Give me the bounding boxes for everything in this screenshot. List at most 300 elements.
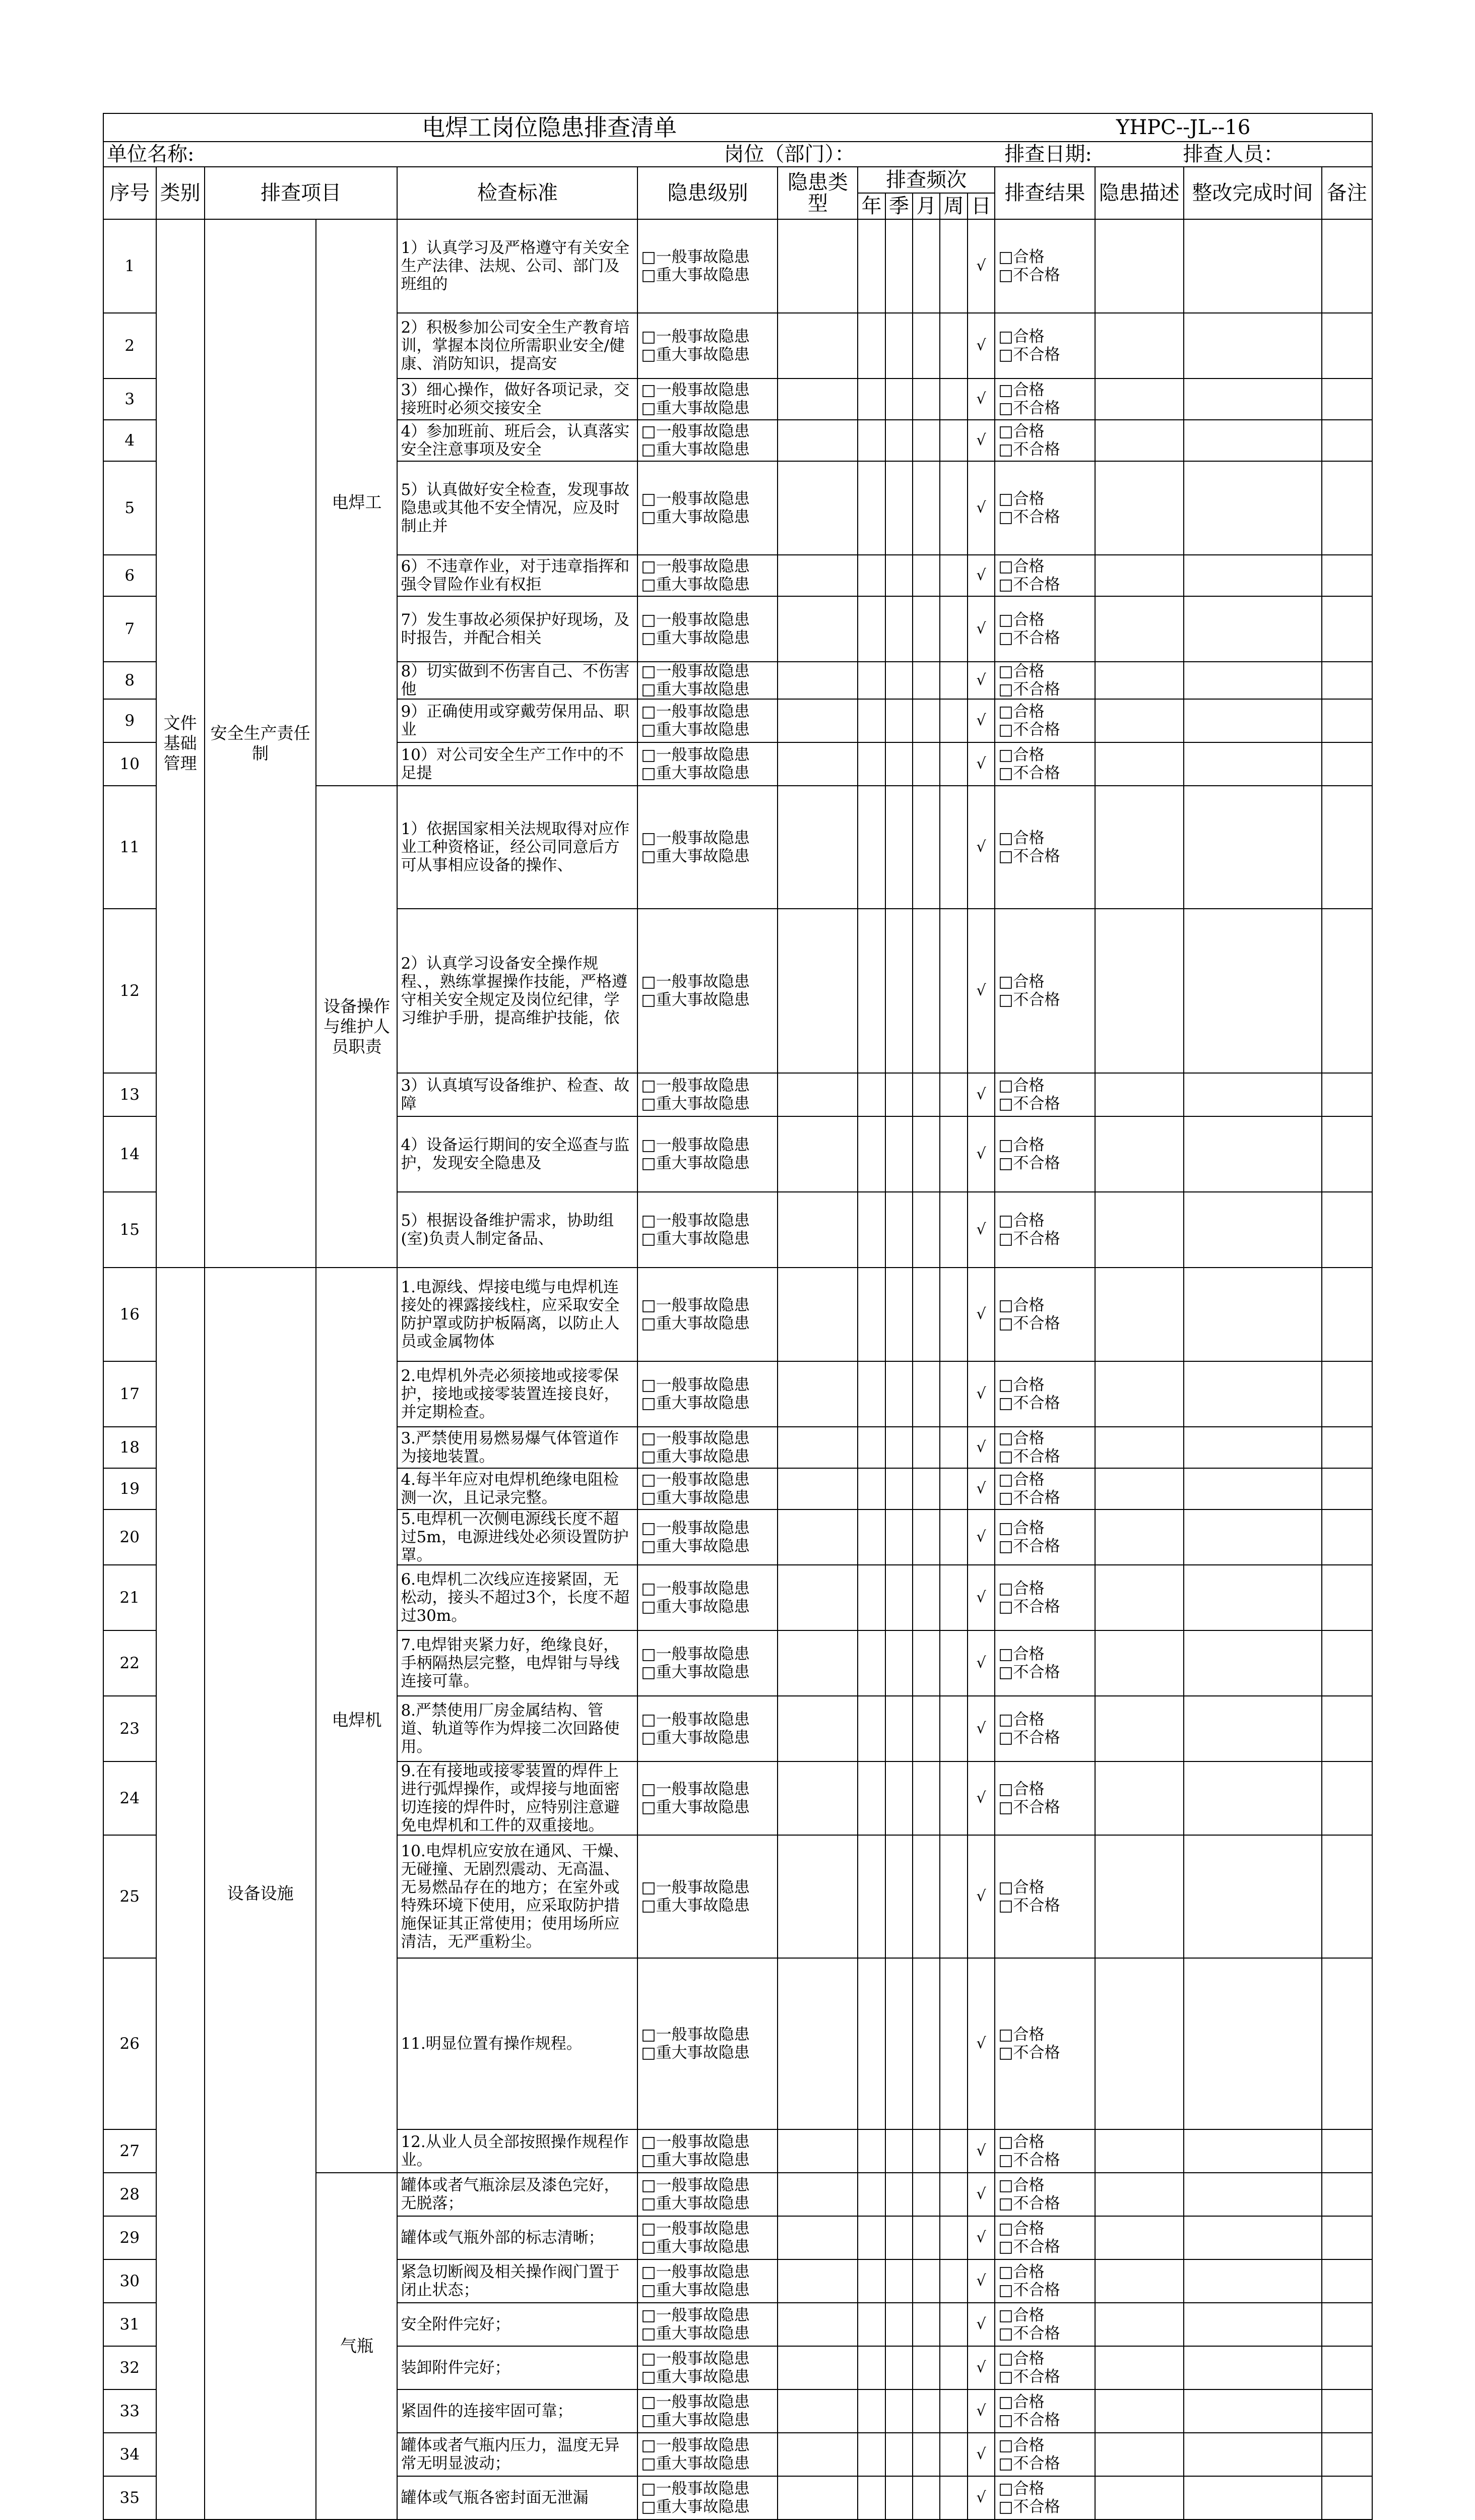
fail-checkbox[interactable]: □不合格 (998, 1798, 1060, 1816)
fail-checkbox[interactable]: □不合格 (998, 1537, 1060, 1555)
freq-quarter-cell[interactable] (885, 1958, 913, 2129)
major-hazard-checkbox[interactable]: □重大事故隐患 (641, 1095, 750, 1113)
freq-week-cell[interactable] (940, 1468, 967, 1509)
freq-quarter-cell[interactable] (885, 1073, 913, 1116)
note-cell[interactable] (1322, 420, 1372, 461)
general-hazard-checkbox[interactable]: □一般事故隐患 (641, 557, 750, 576)
note-cell[interactable] (1322, 1565, 1372, 1630)
pass-checkbox[interactable]: □合格 (998, 1077, 1045, 1095)
freq-year-cell[interactable] (858, 1116, 885, 1192)
freq-quarter-cell[interactable] (885, 555, 913, 596)
fail-checkbox[interactable]: □不合格 (998, 1663, 1060, 1681)
freq-year-cell[interactable] (858, 2303, 885, 2346)
general-hazard-checkbox[interactable]: □一般事故隐患 (641, 2480, 750, 2498)
major-hazard-checkbox[interactable]: □重大事故隐患 (641, 1798, 750, 1816)
freq-month-cell[interactable] (913, 2129, 940, 2173)
note-cell[interactable] (1322, 219, 1372, 313)
major-hazard-checkbox[interactable]: □重大事故隐患 (641, 1230, 750, 1248)
freq-year-cell[interactable] (858, 1073, 885, 1116)
deadline-cell[interactable] (1184, 2433, 1322, 2476)
note-cell[interactable] (1322, 1192, 1372, 1268)
fail-checkbox[interactable]: □不合格 (998, 1095, 1060, 1113)
major-hazard-checkbox[interactable]: □重大事故隐患 (641, 1897, 750, 1915)
deadline-cell[interactable] (1184, 1630, 1322, 1696)
hazard-description-cell[interactable] (1095, 1427, 1184, 1468)
hazard-description-cell[interactable] (1095, 909, 1184, 1073)
note-cell[interactable] (1322, 2389, 1372, 2433)
freq-quarter-cell[interactable] (885, 742, 913, 786)
note-cell[interactable] (1322, 596, 1372, 662)
hazard-description-cell[interactable] (1095, 555, 1184, 596)
freq-quarter-cell[interactable] (885, 1268, 913, 1361)
freq-quarter-cell[interactable] (885, 1116, 913, 1192)
major-hazard-checkbox[interactable]: □重大事故隐患 (641, 2368, 750, 2386)
general-hazard-checkbox[interactable]: □一般事故隐患 (641, 2263, 750, 2281)
note-cell[interactable] (1322, 1116, 1372, 1192)
freq-quarter-cell[interactable] (885, 1361, 913, 1427)
hazard-type-cell[interactable] (778, 2173, 858, 2216)
hazard-description-cell[interactable] (1095, 1116, 1184, 1192)
freq-month-cell[interactable] (913, 1427, 940, 1468)
deadline-cell[interactable] (1184, 420, 1322, 461)
freq-quarter-cell[interactable] (885, 1630, 913, 1696)
hazard-description-cell[interactable] (1095, 379, 1184, 420)
freq-day-tick[interactable]: √ (968, 1361, 995, 1427)
general-hazard-checkbox[interactable]: □一般事故隐患 (641, 381, 750, 399)
freq-day-tick[interactable]: √ (968, 699, 995, 742)
fail-checkbox[interactable]: □不合格 (998, 2368, 1060, 2386)
note-cell[interactable] (1322, 1268, 1372, 1361)
freq-quarter-cell[interactable] (885, 1509, 913, 1565)
freq-month-cell[interactable] (913, 2346, 940, 2389)
major-hazard-checkbox[interactable]: □重大事故隐患 (641, 991, 750, 1009)
freq-year-cell[interactable] (858, 662, 885, 699)
freq-week-cell[interactable] (940, 1427, 967, 1468)
general-hazard-checkbox[interactable]: □一般事故隐患 (641, 1780, 750, 1798)
freq-week-cell[interactable] (940, 1073, 967, 1116)
pass-checkbox[interactable]: □合格 (998, 381, 1045, 399)
freq-year-cell[interactable] (858, 909, 885, 1073)
hazard-type-cell[interactable] (778, 2433, 858, 2476)
note-cell[interactable] (1322, 1835, 1372, 1958)
hazard-type-cell[interactable] (778, 699, 858, 742)
freq-quarter-cell[interactable] (885, 1468, 913, 1509)
pass-checkbox[interactable]: □合格 (998, 1580, 1045, 1598)
freq-week-cell[interactable] (940, 699, 967, 742)
major-hazard-checkbox[interactable]: □重大事故隐患 (641, 721, 750, 739)
pass-checkbox[interactable]: □合格 (998, 703, 1045, 721)
hazard-type-cell[interactable] (778, 786, 858, 909)
hazard-description-cell[interactable] (1095, 1268, 1184, 1361)
general-hazard-checkbox[interactable]: □一般事故隐患 (641, 1645, 750, 1663)
freq-month-cell[interactable] (913, 2259, 940, 2303)
deadline-cell[interactable] (1184, 1509, 1322, 1565)
fail-checkbox[interactable]: □不合格 (998, 2151, 1060, 2169)
pass-checkbox[interactable]: □合格 (998, 829, 1045, 847)
major-hazard-checkbox[interactable]: □重大事故隐患 (641, 2411, 750, 2429)
hazard-description-cell[interactable] (1095, 461, 1184, 555)
freq-quarter-cell[interactable] (885, 2476, 913, 2519)
freq-month-cell[interactable] (913, 909, 940, 1073)
pass-checkbox[interactable]: □合格 (998, 557, 1045, 576)
hazard-type-cell[interactable] (778, 1958, 858, 2129)
general-hazard-checkbox[interactable]: □一般事故隐患 (641, 1376, 750, 1394)
pass-checkbox[interactable]: □合格 (998, 490, 1045, 508)
hazard-description-cell[interactable] (1095, 219, 1184, 313)
deadline-cell[interactable] (1184, 2476, 1322, 2519)
major-hazard-checkbox[interactable]: □重大事故隐患 (641, 346, 750, 364)
hazard-type-cell[interactable] (778, 1468, 858, 1509)
major-hazard-checkbox[interactable]: □重大事故隐患 (641, 1314, 750, 1333)
hazard-type-cell[interactable] (778, 1565, 858, 1630)
general-hazard-checkbox[interactable]: □一般事故隐患 (641, 2220, 750, 2238)
deadline-cell[interactable] (1184, 2389, 1322, 2433)
hazard-type-cell[interactable] (778, 219, 858, 313)
deadline-cell[interactable] (1184, 379, 1322, 420)
hazard-description-cell[interactable] (1095, 1630, 1184, 1696)
pass-checkbox[interactable]: □合格 (998, 2220, 1045, 2238)
freq-quarter-cell[interactable] (885, 1427, 913, 1468)
pass-checkbox[interactable]: □合格 (998, 1296, 1045, 1314)
freq-week-cell[interactable] (940, 1761, 967, 1835)
note-cell[interactable] (1322, 2433, 1372, 2476)
fail-checkbox[interactable]: □不合格 (998, 1154, 1060, 1172)
freq-week-cell[interactable] (940, 1361, 967, 1427)
pass-checkbox[interactable]: □合格 (998, 1376, 1045, 1394)
freq-month-cell[interactable] (913, 1696, 940, 1761)
fail-checkbox[interactable]: □不合格 (998, 2194, 1060, 2213)
fail-checkbox[interactable]: □不合格 (998, 2238, 1060, 2256)
freq-quarter-cell[interactable] (885, 786, 913, 909)
hazard-type-cell[interactable] (778, 1116, 858, 1192)
general-hazard-checkbox[interactable]: □一般事故隐患 (641, 2306, 750, 2324)
deadline-cell[interactable] (1184, 555, 1322, 596)
freq-quarter-cell[interactable] (885, 2303, 913, 2346)
hazard-description-cell[interactable] (1095, 1361, 1184, 1427)
general-hazard-checkbox[interactable]: □一般事故隐患 (641, 1429, 750, 1447)
general-hazard-checkbox[interactable]: □一般事故隐患 (641, 328, 750, 346)
hazard-description-cell[interactable] (1095, 2433, 1184, 2476)
note-cell[interactable] (1322, 2129, 1372, 2173)
note-cell[interactable] (1322, 1361, 1372, 1427)
deadline-cell[interactable] (1184, 1565, 1322, 1630)
hazard-type-cell[interactable] (778, 2346, 858, 2389)
general-hazard-checkbox[interactable]: □一般事故隐患 (641, 2026, 750, 2044)
freq-day-tick[interactable]: √ (968, 313, 995, 379)
general-hazard-checkbox[interactable]: □一般事故隐患 (641, 2436, 750, 2454)
pass-checkbox[interactable]: □合格 (998, 2263, 1045, 2281)
freq-quarter-cell[interactable] (885, 219, 913, 313)
freq-week-cell[interactable] (940, 2346, 967, 2389)
pass-checkbox[interactable]: □合格 (998, 1645, 1045, 1663)
freq-quarter-cell[interactable] (885, 2389, 913, 2433)
hazard-type-cell[interactable] (778, 555, 858, 596)
major-hazard-checkbox[interactable]: □重大事故隐患 (641, 680, 750, 699)
freq-month-cell[interactable] (913, 1116, 940, 1192)
hazard-type-cell[interactable] (778, 461, 858, 555)
freq-day-tick[interactable]: √ (968, 555, 995, 596)
general-hazard-checkbox[interactable]: □一般事故隐患 (641, 1878, 750, 1897)
deadline-cell[interactable] (1184, 1468, 1322, 1509)
freq-year-cell[interactable] (858, 313, 885, 379)
note-cell[interactable] (1322, 1427, 1372, 1468)
freq-quarter-cell[interactable] (885, 596, 913, 662)
fail-checkbox[interactable]: □不合格 (998, 1489, 1060, 1507)
deadline-cell[interactable] (1184, 662, 1322, 699)
freq-quarter-cell[interactable] (885, 420, 913, 461)
fail-checkbox[interactable]: □不合格 (998, 2281, 1060, 2299)
general-hazard-checkbox[interactable]: □一般事故隐患 (641, 829, 750, 847)
freq-day-tick[interactable]: √ (968, 909, 995, 1073)
freq-week-cell[interactable] (940, 1565, 967, 1630)
hazard-type-cell[interactable] (778, 1192, 858, 1268)
freq-quarter-cell[interactable] (885, 2433, 913, 2476)
freq-year-cell[interactable] (858, 2259, 885, 2303)
freq-year-cell[interactable] (858, 1192, 885, 1268)
hazard-type-cell[interactable] (778, 1696, 858, 1761)
freq-week-cell[interactable] (940, 742, 967, 786)
freq-month-cell[interactable] (913, 420, 940, 461)
hazard-description-cell[interactable] (1095, 1468, 1184, 1509)
freq-week-cell[interactable] (940, 1630, 967, 1696)
freq-year-cell[interactable] (858, 1835, 885, 1958)
fail-checkbox[interactable]: □不合格 (998, 1897, 1060, 1915)
hazard-type-cell[interactable] (778, 1761, 858, 1835)
freq-year-cell[interactable] (858, 1565, 885, 1630)
fail-checkbox[interactable]: □不合格 (998, 721, 1060, 739)
freq-year-cell[interactable] (858, 219, 885, 313)
fail-checkbox[interactable]: □不合格 (998, 508, 1060, 526)
freq-day-tick[interactable]: √ (968, 2216, 995, 2259)
freq-month-cell[interactable] (913, 313, 940, 379)
freq-day-tick[interactable]: √ (968, 786, 995, 909)
freq-year-cell[interactable] (858, 1630, 885, 1696)
freq-day-tick[interactable]: √ (968, 2433, 995, 2476)
note-cell[interactable] (1322, 555, 1372, 596)
hazard-type-cell[interactable] (778, 742, 858, 786)
freq-month-cell[interactable] (913, 379, 940, 420)
deadline-cell[interactable] (1184, 1268, 1322, 1361)
fail-checkbox[interactable]: □不合格 (998, 1447, 1060, 1466)
deadline-cell[interactable] (1184, 2129, 1322, 2173)
freq-day-tick[interactable]: √ (968, 1468, 995, 1509)
pass-checkbox[interactable]: □合格 (998, 2393, 1045, 2411)
hazard-type-cell[interactable] (778, 2303, 858, 2346)
deadline-cell[interactable] (1184, 1427, 1322, 1468)
hazard-description-cell[interactable] (1095, 662, 1184, 699)
deadline-cell[interactable] (1184, 1761, 1322, 1835)
hazard-type-cell[interactable] (778, 2129, 858, 2173)
general-hazard-checkbox[interactable]: □一般事故隐患 (641, 2350, 750, 2368)
note-cell[interactable] (1322, 1073, 1372, 1116)
freq-month-cell[interactable] (913, 596, 940, 662)
general-hazard-checkbox[interactable]: □一般事故隐患 (641, 973, 750, 991)
freq-year-cell[interactable] (858, 461, 885, 555)
general-hazard-checkbox[interactable]: □一般事故隐患 (641, 1212, 750, 1230)
note-cell[interactable] (1322, 379, 1372, 420)
freq-year-cell[interactable] (858, 1509, 885, 1565)
freq-quarter-cell[interactable] (885, 2259, 913, 2303)
pass-checkbox[interactable]: □合格 (998, 2350, 1045, 2368)
freq-month-cell[interactable] (913, 1835, 940, 1958)
note-cell[interactable] (1322, 2476, 1372, 2519)
hazard-description-cell[interactable] (1095, 313, 1184, 379)
freq-day-tick[interactable]: √ (968, 742, 995, 786)
pass-checkbox[interactable]: □合格 (998, 973, 1045, 991)
freq-week-cell[interactable] (940, 1958, 967, 2129)
freq-month-cell[interactable] (913, 1630, 940, 1696)
major-hazard-checkbox[interactable]: □重大事故隐患 (641, 1447, 750, 1466)
note-cell[interactable] (1322, 786, 1372, 909)
fail-checkbox[interactable]: □不合格 (998, 399, 1060, 417)
major-hazard-checkbox[interactable]: □重大事故隐患 (641, 266, 750, 284)
freq-week-cell[interactable] (940, 786, 967, 909)
freq-day-tick[interactable]: √ (968, 2259, 995, 2303)
deadline-cell[interactable] (1184, 1073, 1322, 1116)
general-hazard-checkbox[interactable]: □一般事故隐患 (641, 1136, 750, 1154)
hazard-type-cell[interactable] (778, 1509, 858, 1565)
fail-checkbox[interactable]: □不合格 (998, 847, 1060, 865)
note-cell[interactable] (1322, 2346, 1372, 2389)
general-hazard-checkbox[interactable]: □一般事故隐患 (641, 248, 750, 266)
deadline-cell[interactable] (1184, 742, 1322, 786)
freq-week-cell[interactable] (940, 2129, 967, 2173)
freq-week-cell[interactable] (940, 909, 967, 1073)
general-hazard-checkbox[interactable]: □一般事故隐患 (641, 1580, 750, 1598)
hazard-description-cell[interactable] (1095, 742, 1184, 786)
freq-year-cell[interactable] (858, 2389, 885, 2433)
hazard-description-cell[interactable] (1095, 1565, 1184, 1630)
freq-year-cell[interactable] (858, 786, 885, 909)
freq-month-cell[interactable] (913, 786, 940, 909)
fail-checkbox[interactable]: □不合格 (998, 764, 1060, 782)
hazard-description-cell[interactable] (1095, 699, 1184, 742)
pass-checkbox[interactable]: □合格 (998, 2133, 1045, 2151)
freq-month-cell[interactable] (913, 1761, 940, 1835)
major-hazard-checkbox[interactable]: □重大事故隐患 (641, 1537, 750, 1555)
freq-month-cell[interactable] (913, 555, 940, 596)
freq-day-tick[interactable]: √ (968, 2389, 995, 2433)
major-hazard-checkbox[interactable]: □重大事故隐患 (641, 764, 750, 782)
note-cell[interactable] (1322, 1468, 1372, 1509)
freq-month-cell[interactable] (913, 662, 940, 699)
hazard-type-cell[interactable] (778, 1073, 858, 1116)
freq-year-cell[interactable] (858, 596, 885, 662)
freq-quarter-cell[interactable] (885, 1565, 913, 1630)
freq-quarter-cell[interactable] (885, 461, 913, 555)
freq-quarter-cell[interactable] (885, 699, 913, 742)
freq-year-cell[interactable] (858, 1268, 885, 1361)
freq-month-cell[interactable] (913, 2476, 940, 2519)
deadline-cell[interactable] (1184, 2173, 1322, 2216)
freq-day-tick[interactable]: √ (968, 1761, 995, 1835)
freq-month-cell[interactable] (913, 2433, 940, 2476)
freq-month-cell[interactable] (913, 1073, 940, 1116)
pass-checkbox[interactable]: □合格 (998, 746, 1045, 764)
hazard-description-cell[interactable] (1095, 786, 1184, 909)
hazard-description-cell[interactable] (1095, 2129, 1184, 2173)
fail-checkbox[interactable]: □不合格 (998, 2454, 1060, 2473)
pass-checkbox[interactable]: □合格 (998, 1429, 1045, 1447)
note-cell[interactable] (1322, 909, 1372, 1073)
freq-week-cell[interactable] (940, 379, 967, 420)
fail-checkbox[interactable]: □不合格 (998, 2411, 1060, 2429)
deadline-cell[interactable] (1184, 786, 1322, 909)
note-cell[interactable] (1322, 699, 1372, 742)
deadline-cell[interactable] (1184, 596, 1322, 662)
pass-checkbox[interactable]: □合格 (998, 1780, 1045, 1798)
general-hazard-checkbox[interactable]: □一般事故隐患 (641, 2133, 750, 2151)
freq-day-tick[interactable]: √ (968, 2346, 995, 2389)
freq-week-cell[interactable] (940, 596, 967, 662)
freq-month-cell[interactable] (913, 219, 940, 313)
fail-checkbox[interactable]: □不合格 (998, 991, 1060, 1009)
freq-quarter-cell[interactable] (885, 1761, 913, 1835)
major-hazard-checkbox[interactable]: □重大事故隐患 (641, 1394, 750, 1412)
freq-week-cell[interactable] (940, 2476, 967, 2519)
deadline-cell[interactable] (1184, 909, 1322, 1073)
freq-week-cell[interactable] (940, 2303, 967, 2346)
note-cell[interactable] (1322, 1509, 1372, 1565)
freq-day-tick[interactable]: √ (968, 1268, 995, 1361)
pass-checkbox[interactable]: □合格 (998, 328, 1045, 346)
freq-week-cell[interactable] (940, 313, 967, 379)
pass-checkbox[interactable]: □合格 (998, 1878, 1045, 1897)
note-cell[interactable] (1322, 1630, 1372, 1696)
freq-month-cell[interactable] (913, 1468, 940, 1509)
freq-year-cell[interactable] (858, 379, 885, 420)
hazard-description-cell[interactable] (1095, 2389, 1184, 2433)
deadline-cell[interactable] (1184, 313, 1322, 379)
freq-year-cell[interactable] (858, 2173, 885, 2216)
general-hazard-checkbox[interactable]: □一般事故隐患 (641, 1519, 750, 1537)
fail-checkbox[interactable]: □不合格 (998, 266, 1060, 284)
pass-checkbox[interactable]: □合格 (998, 662, 1045, 680)
pass-checkbox[interactable]: □合格 (998, 1519, 1045, 1537)
freq-year-cell[interactable] (858, 2433, 885, 2476)
freq-month-cell[interactable] (913, 461, 940, 555)
general-hazard-checkbox[interactable]: □一般事故隐患 (641, 662, 750, 680)
pass-checkbox[interactable]: □合格 (998, 2436, 1045, 2454)
freq-day-tick[interactable]: √ (968, 1192, 995, 1268)
major-hazard-checkbox[interactable]: □重大事故隐患 (641, 1598, 750, 1616)
freq-month-cell[interactable] (913, 699, 940, 742)
hazard-description-cell[interactable] (1095, 1509, 1184, 1565)
hazard-type-cell[interactable] (778, 1361, 858, 1427)
freq-week-cell[interactable] (940, 555, 967, 596)
fail-checkbox[interactable]: □不合格 (998, 1230, 1060, 1248)
freq-year-cell[interactable] (858, 2129, 885, 2173)
freq-week-cell[interactable] (940, 461, 967, 555)
freq-quarter-cell[interactable] (885, 1835, 913, 1958)
freq-day-tick[interactable]: √ (968, 1116, 995, 1192)
freq-day-tick[interactable]: √ (968, 1427, 995, 1468)
freq-month-cell[interactable] (913, 1565, 940, 1630)
hazard-description-cell[interactable] (1095, 2303, 1184, 2346)
freq-day-tick[interactable]: √ (968, 1696, 995, 1761)
freq-year-cell[interactable] (858, 555, 885, 596)
note-cell[interactable] (1322, 2173, 1372, 2216)
hazard-description-cell[interactable] (1095, 1192, 1184, 1268)
pass-checkbox[interactable]: □合格 (998, 2480, 1045, 2498)
pass-checkbox[interactable]: □合格 (998, 1471, 1045, 1489)
freq-month-cell[interactable] (913, 2389, 940, 2433)
deadline-cell[interactable] (1184, 1835, 1322, 1958)
freq-day-tick[interactable]: √ (968, 461, 995, 555)
hazard-description-cell[interactable] (1095, 1761, 1184, 1835)
freq-week-cell[interactable] (940, 1268, 967, 1361)
hazard-type-cell[interactable] (778, 2476, 858, 2519)
